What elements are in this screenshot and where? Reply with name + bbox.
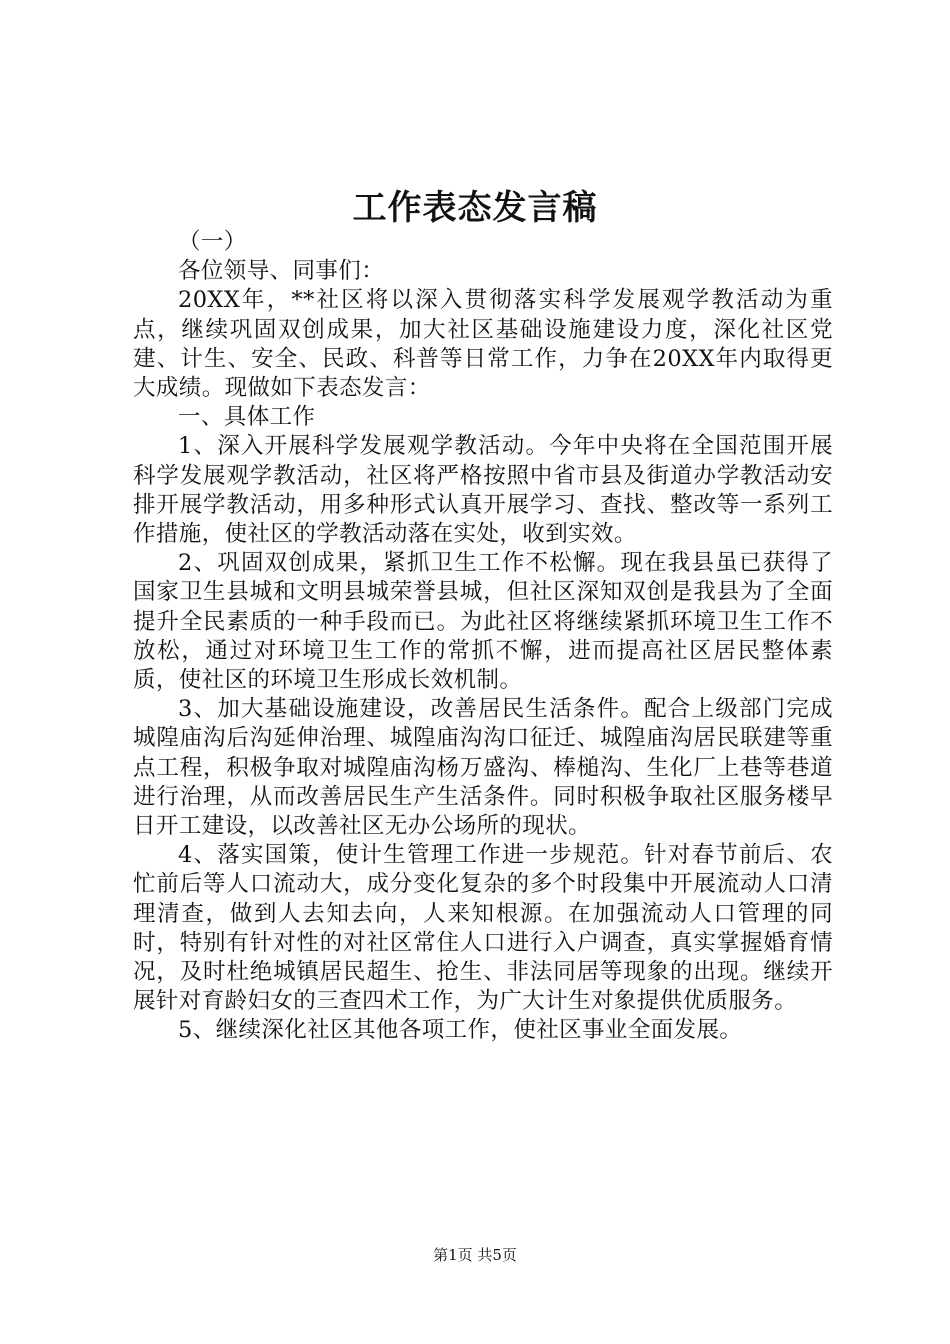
document-body xyxy=(133,228,833,1046)
paragraph-item-3: 3、加大基础设施建设，改善居民生活条件。配合上级部门完成城隍庙沟后沟延伸治理、城隍庙沟沟口征迁、城隍庙沟居民联建等重点工程，积极争取对城隍庙沟杨万盛沟、棒槌沟、生化厂上巷等巷道进行治理，从而改善居民生产生活条件。同时积极争取社区服务楼早日开工建设，以改善社区无办公场所的现状。 xyxy=(133,696,833,840)
section-heading: 一、具体工作 xyxy=(178,404,316,431)
paragraph-item-2: 2、巩固双创成果，紧抓卫生工作不松懈。现在我县虽已获得了国家卫生县城和文明县城荣誉县城，但社区深知双创是我县为了全面提升全民素质的一种手段而已。为此社区将继续紧抓环境卫生工作不放松，通过对环境卫生工作的常抓不懈，进而提高社区居民整体素质，使社区的环境卫生形成长效机制。 xyxy=(133,550,833,694)
salutation: 各位领导、同事们： xyxy=(178,258,385,285)
page-footer: 第1页 共5页 xyxy=(433,1246,517,1264)
document-title: 工作表态发言稿 xyxy=(352,188,598,228)
paragraph-item-4: 4、落实国策，使计生管理工作进一步规范。针对春节前后、农忙前后等人口流动大，成分变化复杂的多个时段集中开展流动人口清理清查，做到人去知去向，人来知根源。在加强流动人口管理的同时，特别有针对性的对社区常住人口进行入户调查，真实掌握婚育情况，及时杜绝城镇居民超生、抢生、非法同居等现象的出现。继续开展针对育龄妇女的三查四术工作，为广大计生对象提供优质服务。 xyxy=(133,842,833,1015)
section-number: （一） xyxy=(178,229,247,255)
paragraph-intro: 20XX年，**社区将以深入贯彻落实科学发展观学教活动为重点，继续巩固双创成果，加大社区基础设施建设力度，深化社区党建、计生、安全、民政、科普等日常工作，力争在20XX年内取得更大成绩。现做如下表态发言： xyxy=(133,287,833,402)
paragraph-item-1: 1、深入开展科学发展观学教活动。今年中央将在全国范围开展科学发展观学教活动，社区将严格按照中省市县及街道办学教活动安排开展学教活动，用多种形式认真开展学习、查找、整改等一系列工作措施，使社区的学教活动落在实处，收到实效。 xyxy=(133,433,833,548)
paragraph-item-5: 5、继续深化社区其他各项工作，使社区事业全面发展。 xyxy=(178,1017,743,1044)
